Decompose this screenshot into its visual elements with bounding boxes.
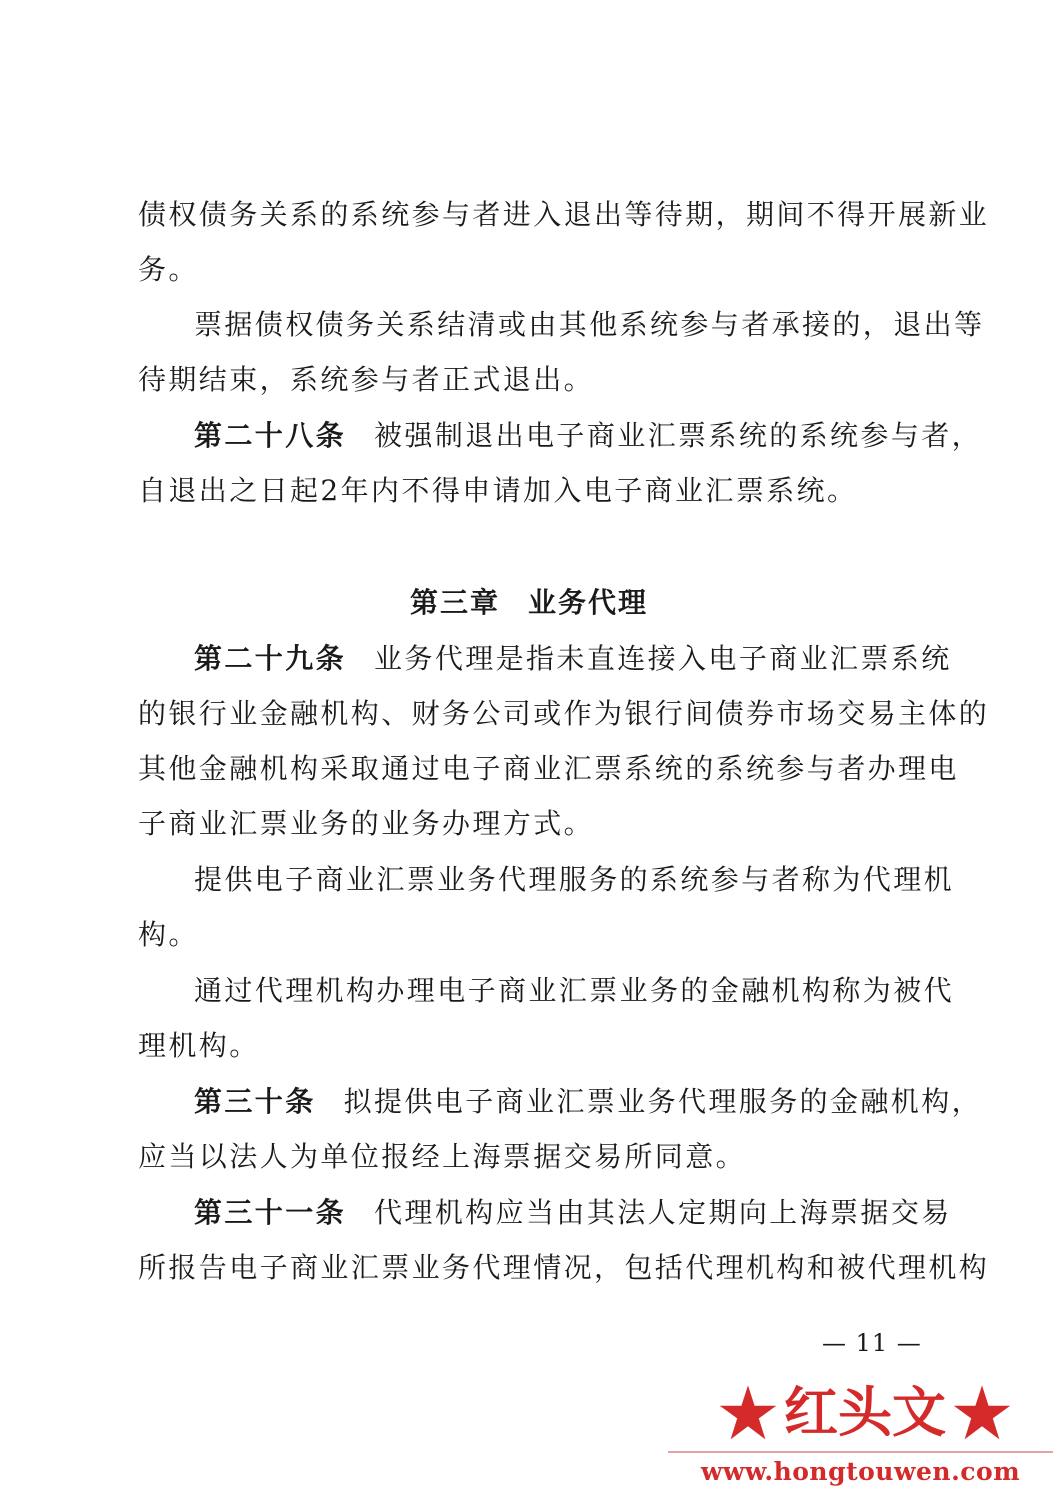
line-text: 提供电子商业汇票业务代理服务的系统参与者称为代理机 xyxy=(194,863,955,896)
paragraph-line xyxy=(194,305,985,345)
star-icon xyxy=(718,1383,778,1443)
line-text: 代理机构应当由其法人定期向上海票据交易 xyxy=(374,1196,952,1229)
line-text: 理机构。 xyxy=(138,1029,260,1062)
paragraph-line xyxy=(194,1082,983,1122)
watermark-divider xyxy=(668,1451,1053,1453)
watermark-title xyxy=(680,1378,1050,1448)
line-text: 的银行业金融机构、财务公司或作为银行间债券市场交易主体的 xyxy=(138,697,990,730)
paragraph-line xyxy=(194,971,955,1011)
page-number: — 11 — xyxy=(822,1329,922,1357)
line-text: 被强制退出电子商业汇票系统的系统参与者， xyxy=(374,419,983,452)
article-heading: 第三十一条 xyxy=(194,1196,347,1229)
star-icon xyxy=(952,1383,1012,1443)
paragraph-line xyxy=(138,1026,920,1066)
line-text: 业务代理是指未直连接入电子商业汇票系统 xyxy=(374,642,952,675)
line-text: 待期结束，系统参与者正式退出。 xyxy=(138,363,595,396)
line-text: 子商业汇票业务的业务办理方式。 xyxy=(138,807,595,840)
line-text: 通过代理机构办理电子商业汇票业务的金融机构称为被代 xyxy=(194,974,955,1007)
paragraph-line xyxy=(138,915,920,955)
line-text: 票据债权债务关系结清或由其他系统参与者承接的，退出等 xyxy=(194,308,985,341)
chapter-title: 业务代理 xyxy=(528,586,649,619)
chapter-number: 第三章 xyxy=(409,586,500,619)
paragraph-line xyxy=(138,360,920,400)
article-heading: 第三十条 xyxy=(194,1085,316,1118)
paragraph-line xyxy=(194,1193,952,1233)
line-text: 拟提供电子商业汇票业务代理服务的金融机构， xyxy=(343,1085,983,1118)
line-text: 所报告电子商业汇票业务代理情况，包括代理机构和被代理机构 xyxy=(138,1251,990,1284)
paragraph-line xyxy=(138,694,990,734)
paragraph-line xyxy=(138,471,920,511)
article-heading: 第二十九条 xyxy=(194,642,347,675)
paragraph-line xyxy=(138,749,959,789)
paragraph-line xyxy=(138,1248,990,1288)
line-text: 其他金融机构采取通过电子商业汇票系统的系统参与者办理电 xyxy=(138,752,959,785)
line-text: 务。 xyxy=(138,253,199,286)
paragraph-line xyxy=(138,804,920,844)
paragraph-line xyxy=(194,639,952,679)
paragraph-line xyxy=(138,1137,920,1177)
line-text: 债权债务关系的系统参与者进入退出等待期，期间不得开展新业 xyxy=(138,198,990,231)
article-heading: 第二十八条 xyxy=(194,419,347,452)
line-text: 构。 xyxy=(138,918,199,951)
chapter-heading xyxy=(0,583,1058,623)
watermark-title-text: 红头文 xyxy=(784,1381,946,1444)
paragraph-line xyxy=(138,250,920,290)
paragraph-line xyxy=(138,195,990,235)
line-text: 自退出之日起2年内不得申请加入电子商业汇票系统。 xyxy=(138,474,858,507)
paragraph-line xyxy=(194,860,955,900)
paragraph-line xyxy=(194,416,983,456)
watermark-url: www.hongtouwen.com xyxy=(700,1457,1021,1486)
line-text: 应当以法人为单位报经上海票据交易所同意。 xyxy=(138,1140,747,1173)
